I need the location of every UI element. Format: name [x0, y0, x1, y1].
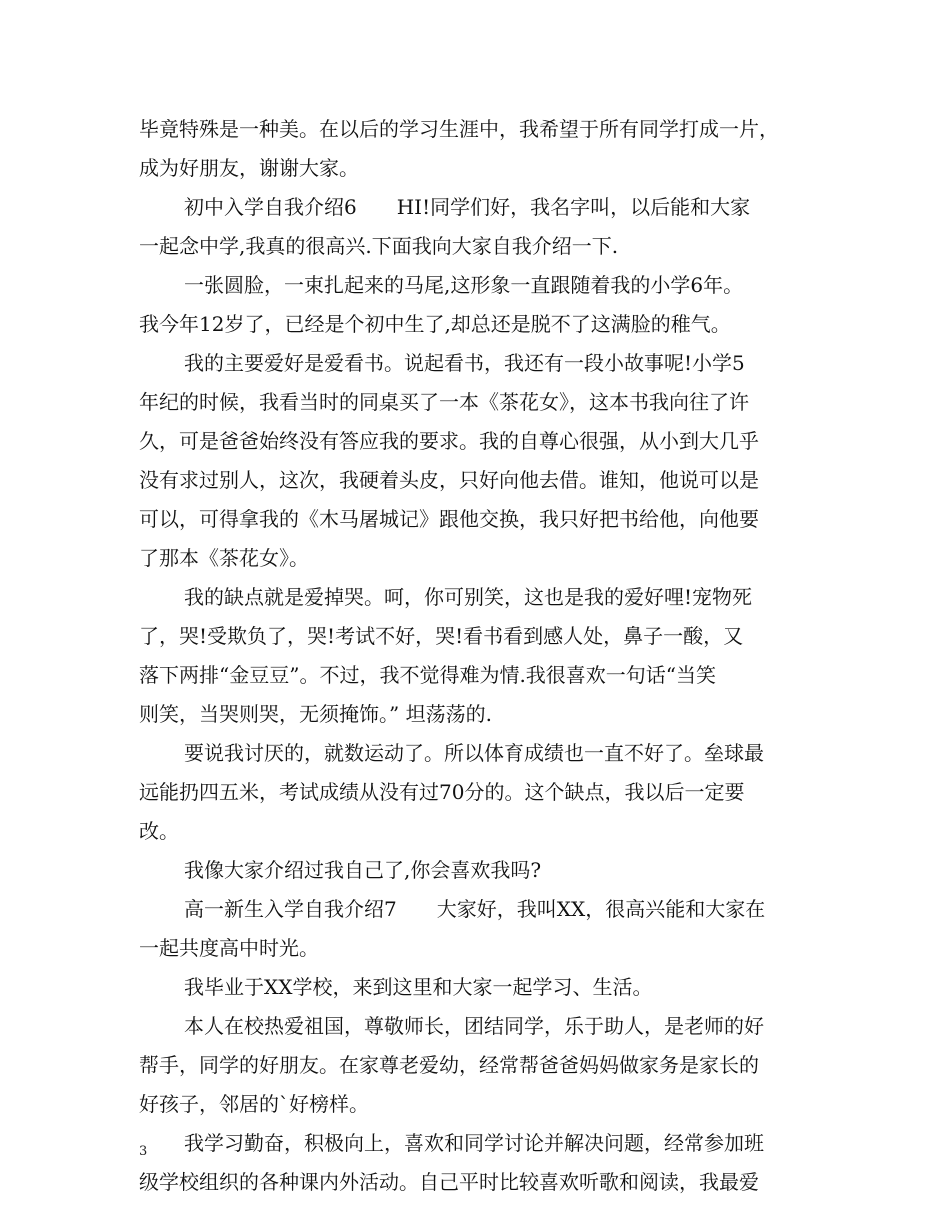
text-line: 久，可是爸爸始终没有答应我的要求。我的自尊心很强，从小到大几乎 [139, 429, 759, 453]
text-line: 初中入学自我介绍6 HI!同学们好，我名字叫，以后能和大家 [184, 195, 751, 219]
text-line: 一起念中学,我真的很高兴.下面我向大家自我介绍一下. [139, 234, 619, 258]
text-line: 则笑，当哭则哭，无须掩饰。” 坦荡荡的. [139, 702, 492, 726]
text-line: 我的缺点就是爱掉哭。呵，你可别笑，这也是我的爱好哩!宠物死 [184, 585, 753, 609]
text-line: 落下两排“金豆豆”。不过，我不觉得难为情.我很喜欢一句话“当笑 [139, 663, 717, 687]
text-line: 高一新生入学自我介绍7 大家好，我叫XX，很高兴能和大家在 [184, 897, 766, 921]
text-line: 本人在校热爱祖国，尊敬师长，团结同学，乐于助人，是老师的好 [184, 1014, 764, 1038]
text-line: 我今年12岁了，已经是个初中生了,却总还是脱不了这满脸的稚气。 [139, 312, 731, 336]
text-line: 年纪的时候，我看当时的同桌买了一本《茶花女》，这本书我向往了许 [139, 390, 749, 414]
text-line: 帮手，同学的好朋友。在家尊老爱幼，经常帮爸爸妈妈做家务是家长的 [139, 1053, 759, 1077]
text-line: 要说我讨厌的，就数运动了。所以体育成绩也一直不好了。垒球最 [184, 741, 764, 765]
text-line: 我毕业于XX学校，来到这里和大家一起学习、生活。 [184, 975, 653, 999]
text-line: 我的主要爱好是爱看书。说起看书，我还有一段小故事呢!小学5 [184, 351, 745, 375]
text-line: 毕竟特殊是一种美。在以后的学习生涯中，我希望于所有同学打成一片， [139, 117, 779, 141]
text-line: 我像大家介绍过我自己了,你会喜欢我吗? [184, 858, 542, 882]
text-line: 我学习勤奋，积极向上，喜欢和同学讨论并解决问题，经常参加班 [184, 1131, 764, 1155]
text-line: 了，哭!受欺负了，哭!考试不好，哭!看书看到感人处，鼻子一酸，又 [139, 624, 744, 648]
text-line: 好孩子，邻居的`好榜样。 [139, 1092, 369, 1116]
text-line: 远能扔四五米，考试成绩从没有过70分的。这个缺点，我以后一定要 [139, 780, 745, 804]
text-line: 一张圆脸，一束扎起来的马尾,这形象一直跟随着我的小学6年。 [184, 273, 744, 297]
text-line: 了那本《茶花女》。 [139, 546, 309, 570]
text-line: 没有求过别人，这次，我硬着头皮，只好向他去借。谁知，他说可以是 [139, 468, 759, 492]
text-line: 一起共度高中时光。 [139, 936, 319, 960]
text-line: 改。 [139, 819, 179, 843]
document-body [139, 110, 829, 1202]
page-number: 3 [139, 1144, 148, 1159]
text-line: 级学校组织的各种课内外活动。自己平时比较喜欢听歌和阅读，我最爱 [139, 1170, 759, 1194]
text-line: 成为好朋友，谢谢大家。 [139, 156, 359, 180]
text-line: 可以，可得拿我的《木马屠城记》跟他交换，我只好把书给他，向他要 [139, 507, 759, 531]
